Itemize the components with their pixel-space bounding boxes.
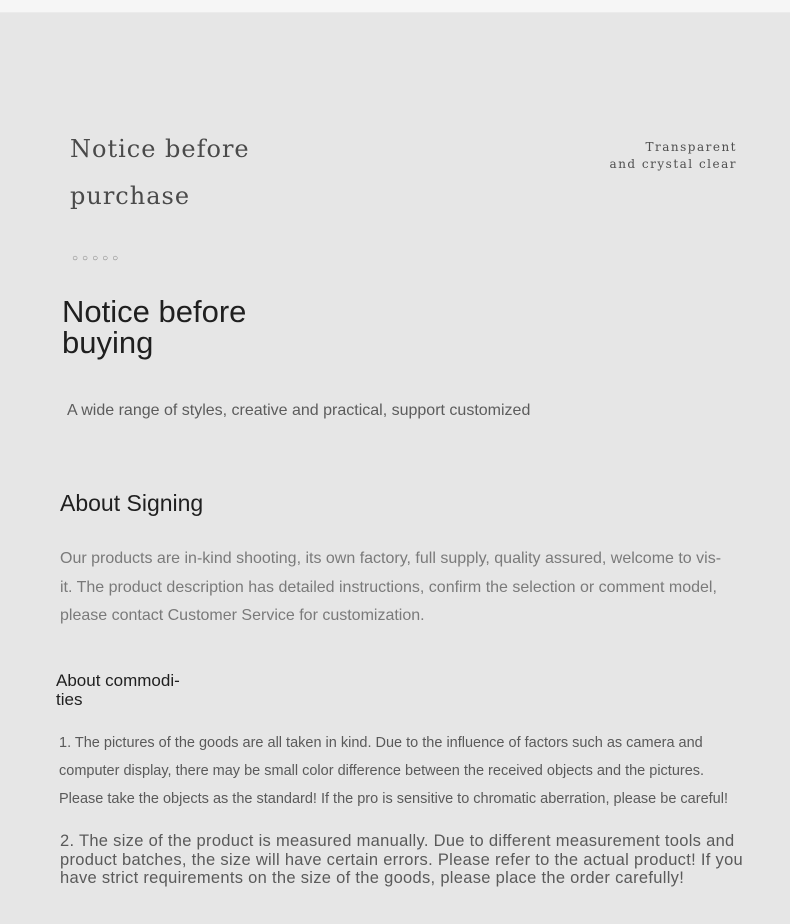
top-bar — [0, 0, 790, 13]
tagline-line-2: and crystal clear — [609, 157, 737, 171]
notice-heading-line-1: Notice before — [62, 294, 247, 329]
purchase-notice-title — [70, 135, 250, 210]
title-line-1: Notice before — [70, 135, 250, 163]
commodities-title-line-2: ties — [56, 690, 83, 709]
about-commodities-title — [56, 671, 180, 709]
tagline-line-1: Transparent — [645, 140, 737, 154]
commodities-title-line-1: About commodi- — [56, 671, 180, 690]
notice-page — [0, 13, 790, 924]
notice-heading-line-2: buying — [62, 325, 154, 360]
tagline — [610, 139, 737, 173]
title-line-2: purchase — [70, 182, 191, 210]
commodities-item-1: 1. The pictures of the goods are all taken in kind. Due to the influence of factors such as camera and computer display, there may be small color difference between the received objects and the pictures. Please take the objects as the standard! If the pro is sensitive to chromatic aberration, please be careful! — [59, 735, 728, 807]
commodities-item-2: 2. The size of the product is measured manually. Due to different measurement tools and product batches, the size will have certain errors. Please refer to the actual product! If you have strict requirements on the size of the goods, please place the order carefully! — [60, 832, 744, 887]
notice-heading — [62, 296, 246, 358]
about-signing-body: Our products are in-kind shooting, its own factory, full supply, quality assured, welcome to vis-it. The product description has detailed instructions, confirm the selection or comment model, please contact Customer Service for customization. — [60, 550, 722, 624]
about-signing-title: About Signing — [60, 490, 204, 516]
notice-subtitle: A wide range of styles, creative and practical, support customized — [67, 402, 531, 419]
decorative-dots: ○○○○○ — [72, 253, 123, 264]
